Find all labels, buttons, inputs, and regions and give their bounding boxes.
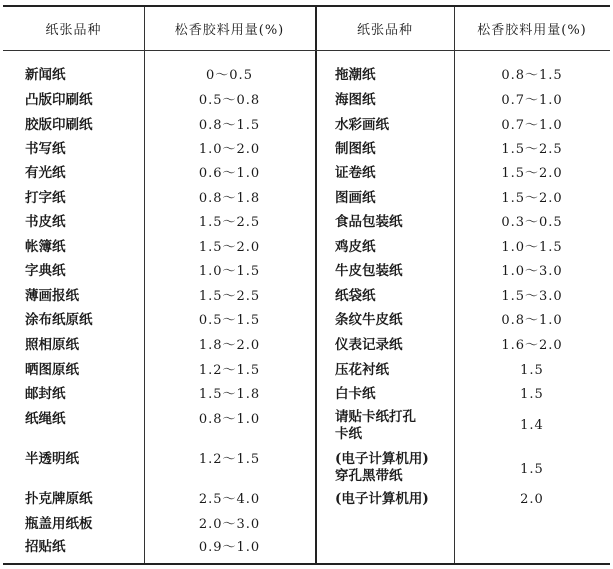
rosin-amount-cell: 0.3～0.5	[501, 215, 563, 230]
paper-type-cell: 条纹牛皮纸	[335, 312, 403, 328]
paper-type-cell: 招贴纸	[25, 539, 66, 555]
paper-type-cell: 水彩画纸	[335, 117, 389, 133]
paper-type-cell: 海图纸	[335, 92, 376, 108]
rosin-amount-cell: 1.0～2.0	[198, 142, 261, 157]
rosin-amount-cell: 0.8～1.5	[198, 118, 261, 133]
rosin-amount-cell: 1.6～2.0	[501, 338, 563, 353]
rosin-amount-cell: 0.8～1.0	[198, 412, 261, 427]
paper-type-cell: 晒图原纸	[25, 362, 79, 378]
rosin-amount-cell: 1.0～3.0	[501, 264, 563, 279]
rosin-amount-cell: 1.5～2.0	[198, 240, 261, 255]
rosin-amount-cell: 1.0～1.5	[501, 240, 563, 255]
paper-type-cell: 证卷纸	[335, 165, 376, 181]
paper-type-cell: 涂布纸原纸	[25, 312, 93, 328]
header-rule	[3, 50, 610, 51]
rosin-amount-cell: 1.2～1.5	[198, 363, 261, 378]
rosin-amount-cell: 1.5～2.5	[501, 142, 563, 157]
header-left-paper-type: 纸张品种	[45, 23, 102, 38]
paper-sizing-table	[3, 5, 610, 565]
rosin-amount-cell: 1.2～1.5	[198, 452, 261, 467]
rosin-amount-cell: 0.6～1.0	[198, 166, 261, 181]
rosin-amount-cell: 0.8～1.0	[501, 313, 563, 328]
rosin-amount-cell: 1.5～2.5	[198, 215, 261, 230]
rosin-amount-cell: 2.0	[520, 492, 544, 507]
paper-type-cell: 瓶盖用纸板	[25, 516, 93, 532]
column-divider	[454, 7, 455, 563]
header-right-rosin-amount: 松香胶料用量(%)	[477, 23, 587, 38]
paper-type-cell: 扑克牌原纸	[25, 491, 93, 507]
header-right-paper-type: 纸张品种	[356, 23, 413, 38]
column-divider	[144, 7, 145, 563]
rosin-amount-cell: 1.5～2.5	[198, 289, 261, 304]
header-left-rosin-amount: 松香胶料用量(%)	[174, 23, 285, 38]
rosin-amount-cell: 1.0～1.5	[198, 264, 261, 279]
paper-type-cell: 图画纸	[335, 190, 376, 206]
paper-type-cell: 字典纸	[25, 263, 66, 279]
rosin-amount-cell: 1.4	[520, 418, 544, 433]
paper-type-cell: 鸡皮纸	[335, 239, 376, 255]
paper-type-cell: 薄画报纸	[25, 288, 79, 304]
paper-type-cell: 白卡纸	[335, 386, 376, 402]
paper-type-cell: 邮封纸	[25, 386, 66, 402]
paper-type-cell: 凸版印刷纸	[25, 92, 93, 108]
paper-type-cell: 压花衬纸	[335, 362, 389, 378]
rosin-amount-cell: 0.9～1.0	[198, 540, 261, 555]
rosin-amount-cell: 1.5	[520, 363, 544, 378]
rosin-amount-cell: 1.5	[520, 387, 544, 402]
rosin-amount-cell: 0.7～1.0	[501, 93, 563, 108]
paper-type-cell: 书皮纸	[25, 214, 66, 230]
paper-type-cell: 照相原纸	[25, 337, 79, 353]
paper-type-cell: 仪表记录纸	[335, 337, 403, 353]
rosin-amount-cell: 1.5～3.0	[501, 289, 563, 304]
paper-type-cell: 纸袋纸	[335, 288, 376, 304]
paper-type-cell: (电子计算机用) 穿孔黑带纸	[335, 451, 429, 484]
paper-type-cell: 拖潮纸	[335, 67, 376, 83]
rosin-amount-cell: 1.8～2.0	[198, 338, 261, 353]
rosin-amount-cell: 0.5～1.5	[198, 313, 261, 328]
paper-type-cell: 请贴卡纸打孔 卡纸	[335, 409, 416, 442]
rosin-amount-cell: 1.5～1.8	[198, 387, 261, 402]
paper-type-cell: 食品包装纸	[335, 214, 403, 230]
rosin-amount-cell: 1.5～2.0	[501, 191, 563, 206]
paper-type-cell: 半透明纸	[25, 451, 79, 467]
rosin-amount-cell: 0.8～1.5	[501, 68, 563, 83]
rosin-amount-cell: 0.7～1.0	[501, 118, 563, 133]
paper-type-cell: 有光纸	[25, 165, 66, 181]
paper-type-cell: 书写纸	[25, 141, 66, 157]
paper-type-cell: 纸绳纸	[25, 411, 66, 427]
rosin-amount-cell: 2.0～3.0	[198, 517, 261, 532]
rosin-amount-cell: 2.5～4.0	[198, 492, 261, 507]
paper-type-cell: (电子计算机用)	[335, 491, 429, 507]
paper-type-cell: 新闻纸	[25, 67, 66, 83]
rosin-amount-cell: 0.5～0.8	[198, 93, 261, 108]
rosin-amount-cell: 0.8～1.8	[198, 191, 261, 206]
paper-type-cell: 牛皮包装纸	[335, 263, 403, 279]
paper-type-cell: 胶版印刷纸	[25, 117, 93, 133]
center-divider	[315, 7, 317, 563]
paper-type-cell: 打字纸	[25, 190, 66, 206]
rosin-amount-cell: 0～0.5	[206, 68, 253, 83]
rosin-amount-cell: 1.5～2.0	[501, 166, 563, 181]
paper-type-cell: 帐簿纸	[25, 239, 66, 255]
paper-type-cell: 制图纸	[335, 141, 376, 157]
rosin-amount-cell: 1.5	[520, 462, 544, 477]
